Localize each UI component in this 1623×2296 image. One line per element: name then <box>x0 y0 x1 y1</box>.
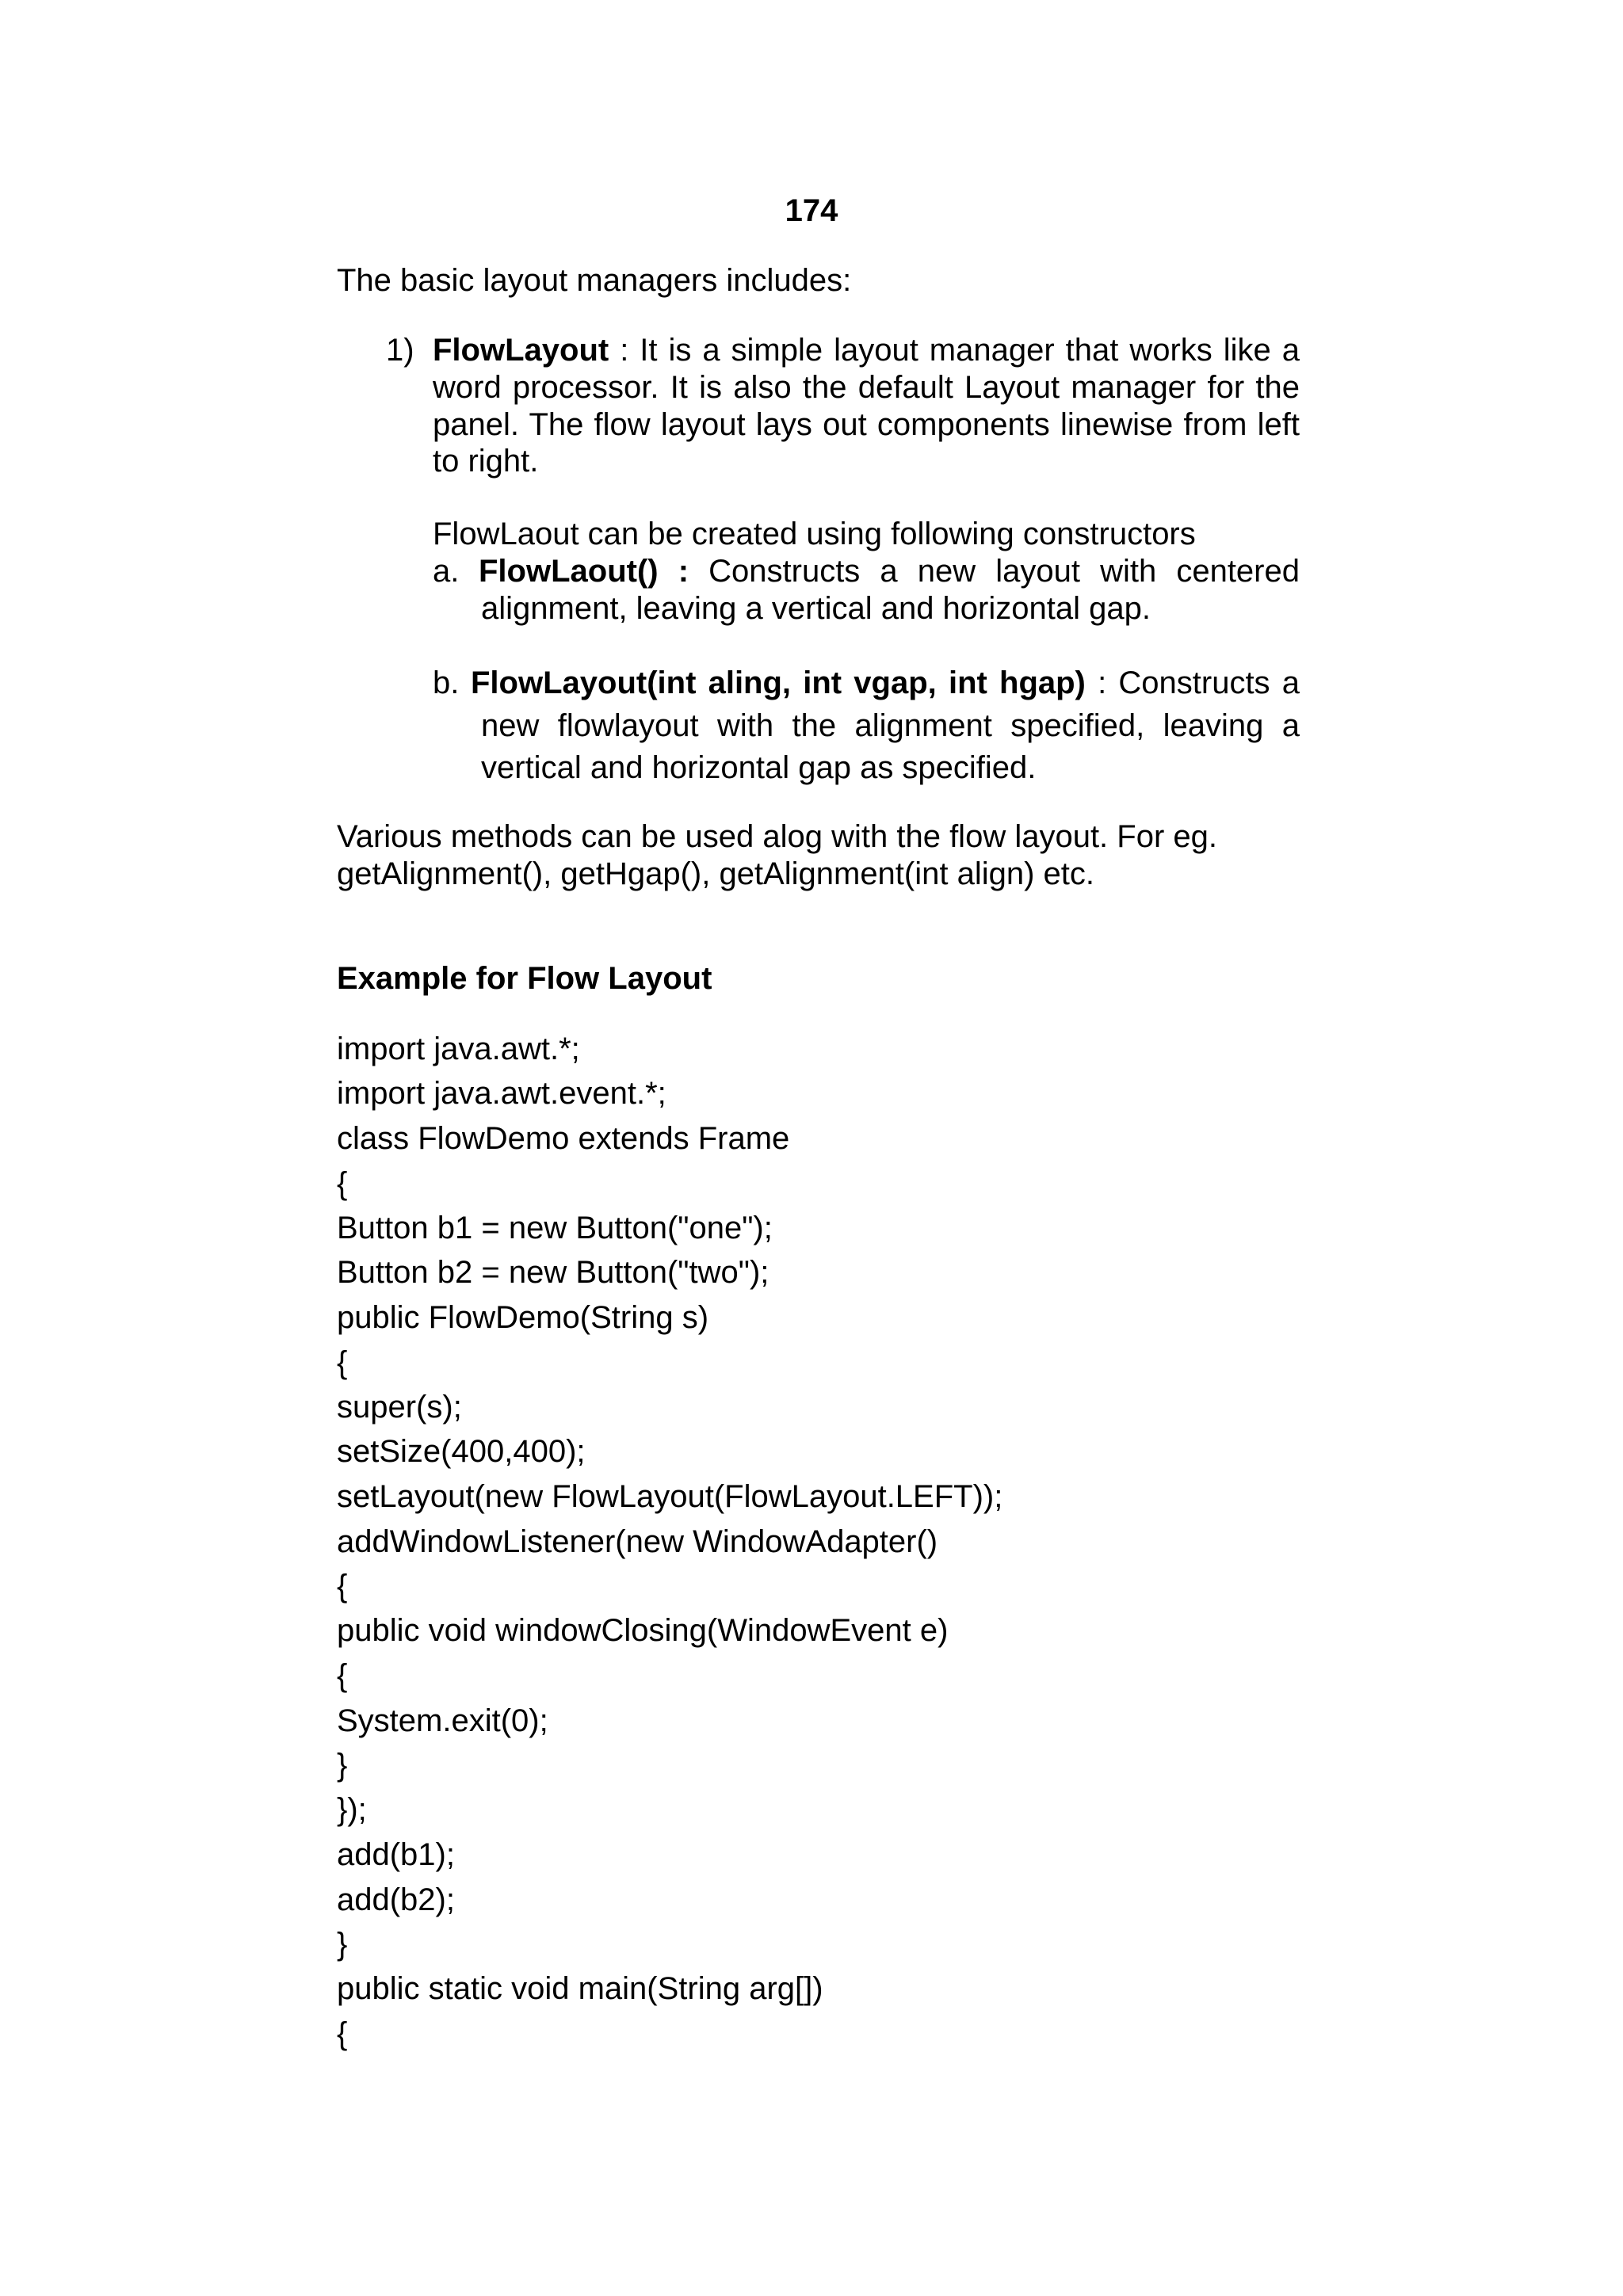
item1-line-3: panel. The flow layout lays out components linewise from left <box>433 407 1300 442</box>
item1-number: 1) <box>386 333 414 368</box>
page-number: 174 <box>785 193 838 228</box>
ctor-b-line-1: FlowLayout(int aling, int vgap, int hgap) : Constructs a <box>471 666 1300 700</box>
code-line: super(s); <box>337 1390 462 1425</box>
ctor-b-line-3: vertical and horizontal gap as specified. <box>481 750 1037 785</box>
code-line: public void windowClosing(WindowEvent e) <box>337 1613 949 1648</box>
code-line: { <box>337 2016 348 2051</box>
code-line: { <box>337 1658 348 1693</box>
code-line: addWindowListener(new WindowAdapter() <box>337 1524 938 1559</box>
code-line: setSize(400,400); <box>337 1434 586 1469</box>
ctor-b-term: FlowLayout(int aling, int vgap, int hgap) <box>471 666 1086 700</box>
code-line: System.exit(0); <box>337 1703 548 1738</box>
ctor-b-line-2: new flowlayout with the alignment specified, leaving a <box>481 708 1300 743</box>
ctor-a-term: FlowLaout() : <box>479 554 689 589</box>
constructors-intro: FlowLaout can be created using following constructors <box>433 517 1196 551</box>
code-line: { <box>337 1569 348 1604</box>
example-heading: Example for Flow Layout <box>337 961 712 996</box>
code-line: Button b1 = new Button("one"); <box>337 1211 773 1245</box>
code-line: Button b2 = new Button("two"); <box>337 1255 769 1290</box>
methods-line-2: getAlignment(), getHgap(), getAlignment(int align) etc. <box>337 856 1095 891</box>
code-line: public static void main(String arg[]) <box>337 1971 823 2006</box>
item1-term: FlowLayout <box>433 333 609 368</box>
code-line: add(b2); <box>337 1882 455 1917</box>
code-line: import java.awt.*; <box>337 1032 580 1066</box>
ctor-a-line-2: alignment, leaving a vertical and horizontal gap. <box>481 591 1151 626</box>
code-line: } <box>337 1748 348 1783</box>
intro-text: The basic layout managers includes: <box>337 263 852 298</box>
code-line: setLayout(new FlowLayout(FlowLayout.LEFT)); <box>337 1479 1003 1514</box>
ctor-a-label: a. <box>433 554 460 589</box>
code-line: { <box>337 1345 348 1380</box>
code-line: }); <box>337 1792 367 1827</box>
methods-line-1: Various methods can be used alog with the flow layout. For eg. <box>337 819 1217 854</box>
code-line: } <box>337 1927 348 1962</box>
item1-line-4: to right. <box>433 444 539 479</box>
item1-line-1: FlowLayout : It is a simple layout manager that works like a <box>433 333 1300 368</box>
ctor-a-line-1: FlowLaout() : Constructs a new layout with centered <box>479 554 1300 589</box>
code-line: public FlowDemo(String s) <box>337 1300 709 1335</box>
code-line: class FlowDemo extends Frame <box>337 1121 790 1156</box>
item1-line-2: word processor. It is also the default Layout manager for the <box>433 370 1300 405</box>
ctor-b-label: b. <box>433 666 460 700</box>
code-line: { <box>337 1166 348 1201</box>
code-line: import java.awt.event.*; <box>337 1076 666 1111</box>
code-line: add(b1); <box>337 1837 455 1872</box>
